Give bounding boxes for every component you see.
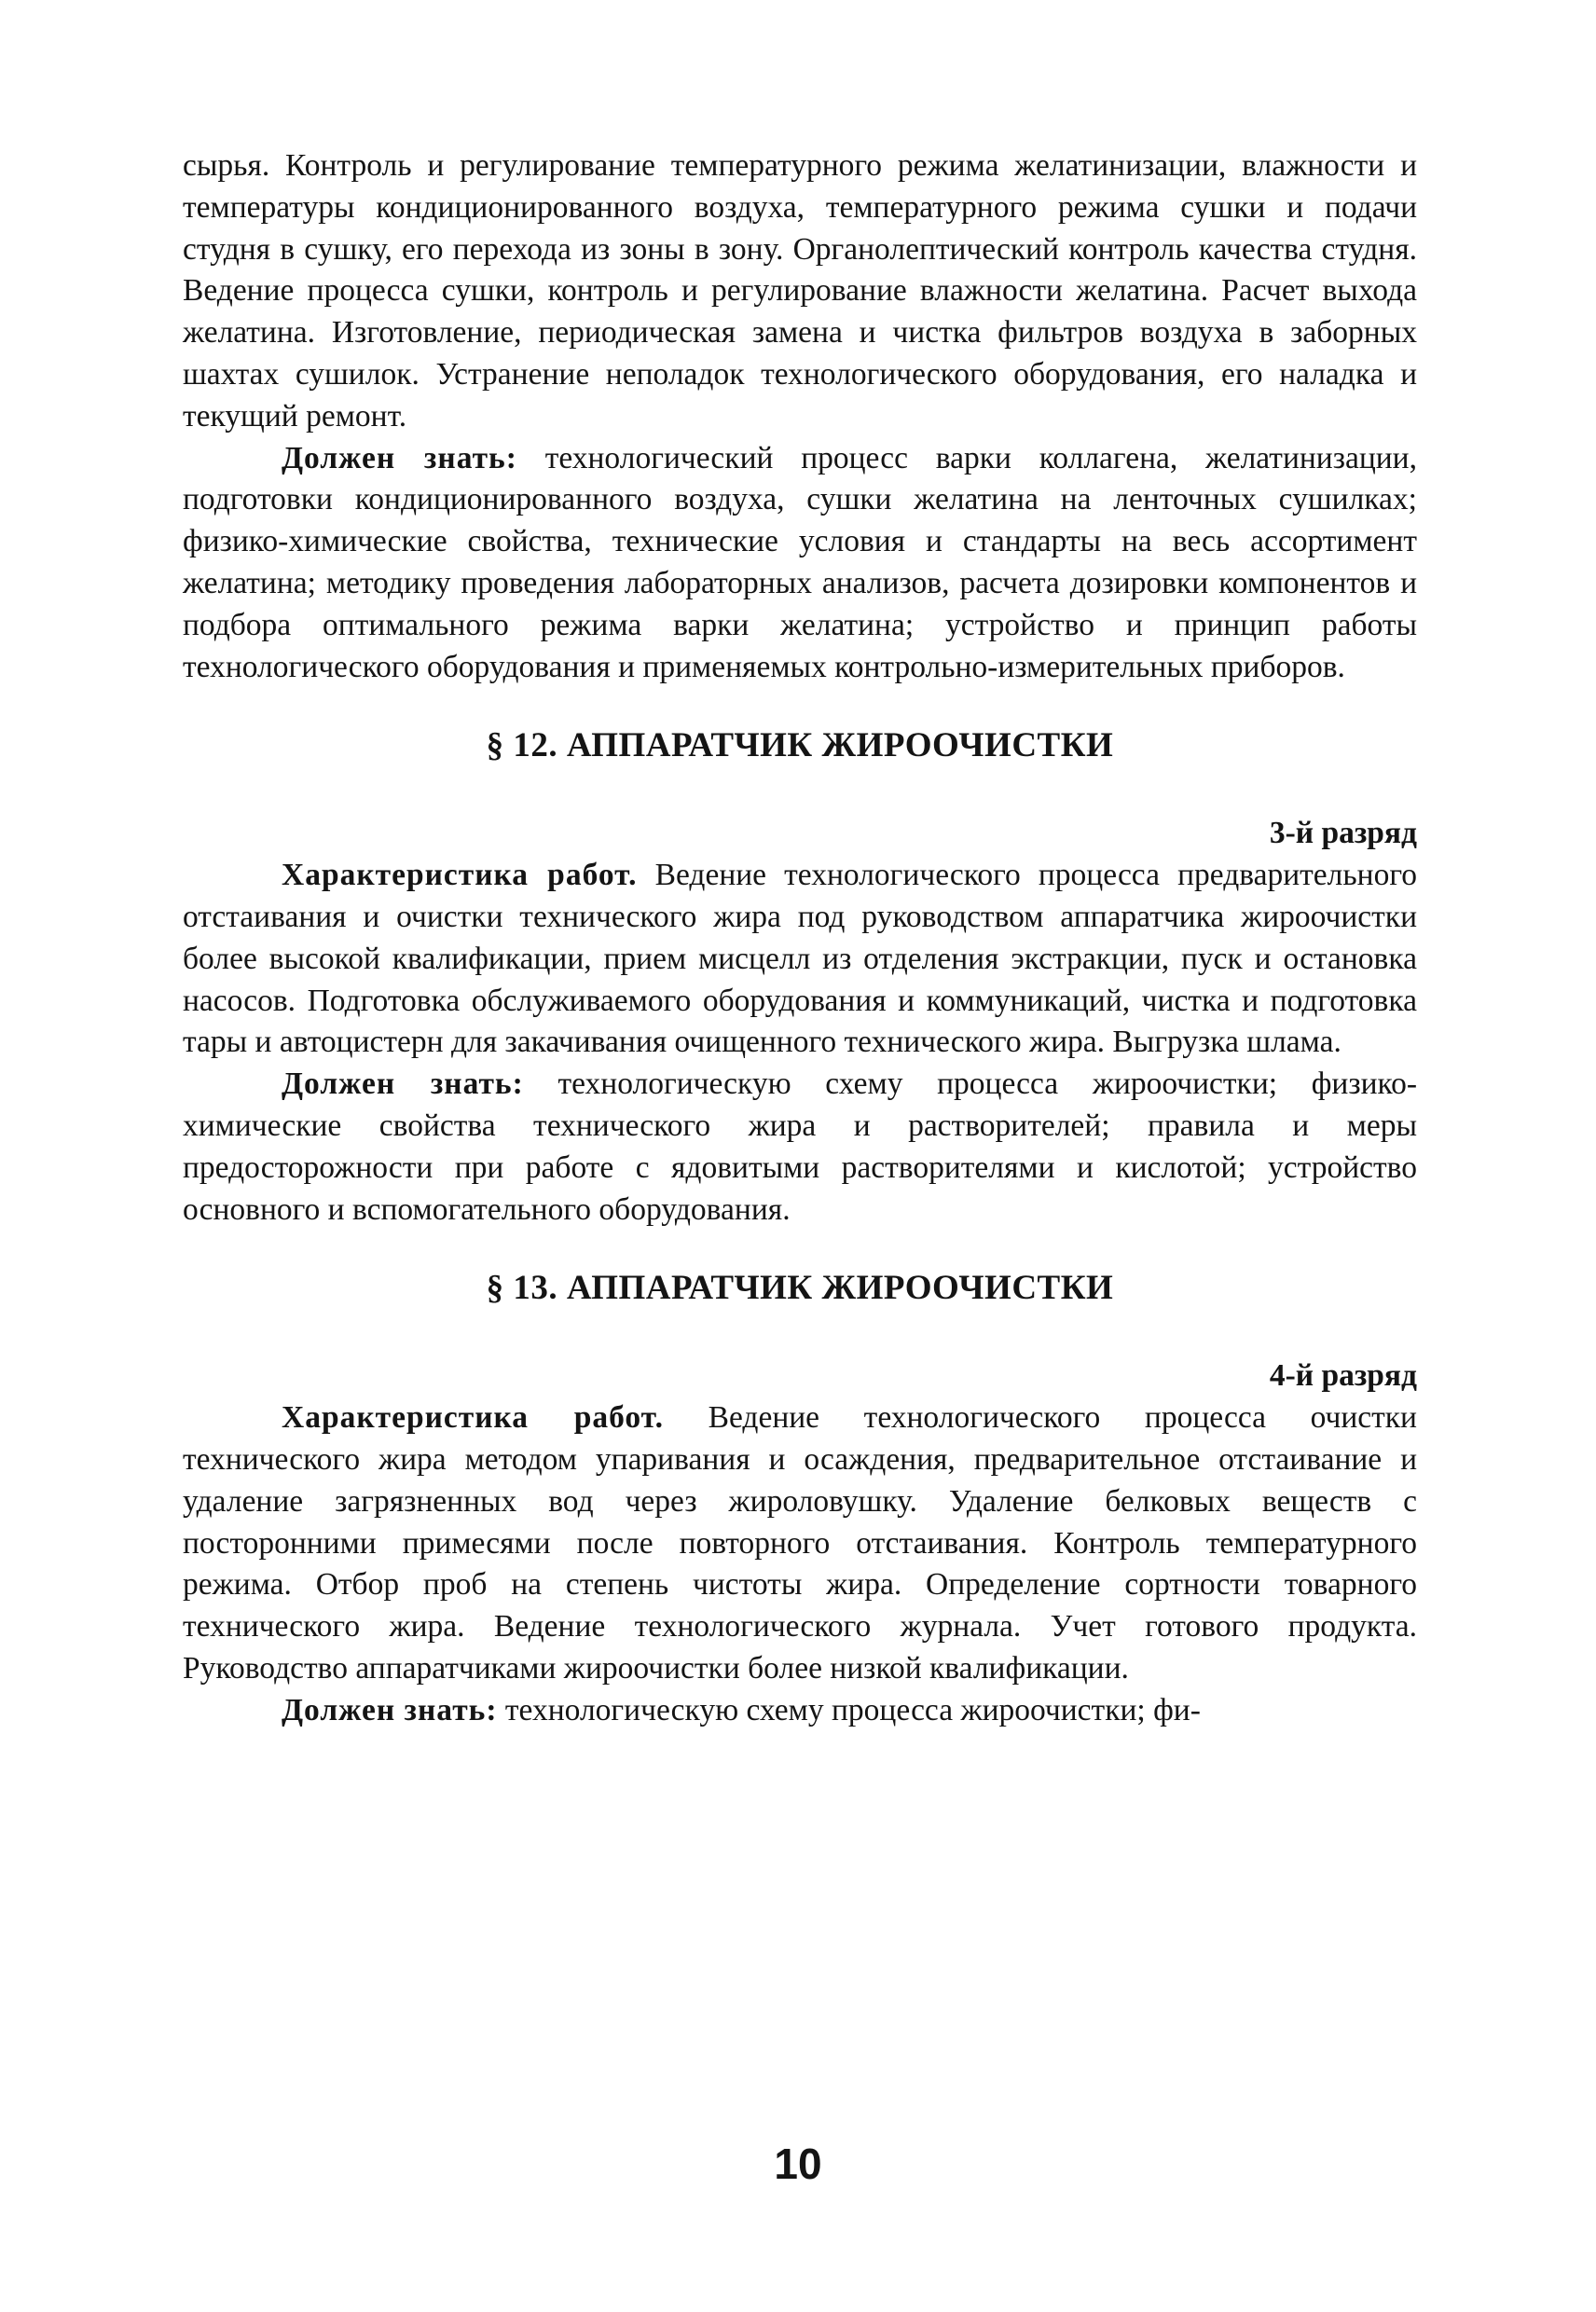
knowledge-label: Должен знать:: [282, 1067, 524, 1102]
knowledge-label: Должен знать:: [282, 440, 517, 475]
intro-paragraph: сырья. Контроль и регулирование температурного режима желатинизации, влажности и температуры кондиционированного воздуха, температурного режима сушки и подачи студня в сушку, его перехода из зоны в зону. Органолептический контроль качества студня. Ведение процесса сушки, контроль и регулирование влажности желатина. Расчет выхода желатина. Изготовление, периодическая замена и чистка фильтров воздуха в заборных шахтах сушилок. Устранение неполадок технологического оборудования, его наладка и текущий ремонт.: [183, 148, 1417, 434]
intro-knowledge-paragraph: [183, 438, 1417, 689]
section-heading-12: § 12. АППАРАТЧИК ЖИРООЧИСТКИ: [486, 726, 1114, 765]
grade-label-3: 3-й разряд: [1269, 816, 1417, 851]
work-label: Характеристика работ.: [282, 1400, 664, 1436]
section-heading-13: § 13. АППАРАТЧИК ЖИРООЧИСТКИ: [486, 1269, 1114, 1308]
work-characteristics-paragraph: [183, 855, 1417, 1064]
knowledge-paragraph: [183, 1690, 1417, 1732]
knowledge-paragraph: [183, 1064, 1417, 1231]
work-text: Ведение технологического процесса очистки технического жира методом упаривания и осаждения, предварительное отстаивание и удаление загрязненных вод через жироловушку. Удаление белковых веществ с посторонними примесями после повторного отстаивания. Контроль температурного режима. Отбор проб на степень чистоты жира. Определение сортности товарного технического жира. Ведение технологического журнала. Учет готового продукта. Руководство аппаратчиками жироочистки более низкой квалификации.: [183, 1400, 1417, 1686]
page-content: [183, 145, 1417, 1732]
grade-label-4: 4-й разряд: [1269, 1358, 1417, 1394]
knowledge-text: технологический процесс варки коллагена, желатинизации, подготовки кондиционированного воздуха, сушки желатина на ленточных сушилках; физико-химические свойства, технические условия и стандарты на весь ассортимент желатина; методику проведения лабораторных анализов, расчета дозировки компонентов и подбора оптимального режима варки желатина; устройство и принцип работы технологического оборудования и применяемых контрольно-измерительных приборов.: [183, 440, 1417, 684]
work-text: Ведение технологического процесса предварительного отстаивания и очистки технического жира под руководством аппаратчика жироочистки более высокой квалификации, прием мисцелл из отделения экстракции, пуск и остановка насосов. Подготовка обслуживаемого оборудования и коммуникаций, чистка и подготовка тары и автоцистерн для закачивания очищенного технического жира. Выгрузка шлама.: [183, 858, 1417, 1060]
page-number: 10: [774, 2140, 822, 2188]
knowledge-label: Должен знать:: [282, 1692, 498, 1727]
work-characteristics-paragraph: [183, 1397, 1417, 1690]
knowledge-text: технологическую схему процесса жироочистки; фи-: [497, 1692, 1201, 1727]
knowledge-text: технологическую схему процесса жироочистки; физико-химические свойства технического жира и растворителей; правила и меры предосторожности при работе с ядовитыми растворителями и кислотой; устройство основного и вспомогательного оборудования.: [183, 1067, 1417, 1227]
work-label: Характеристика работ.: [282, 858, 638, 893]
